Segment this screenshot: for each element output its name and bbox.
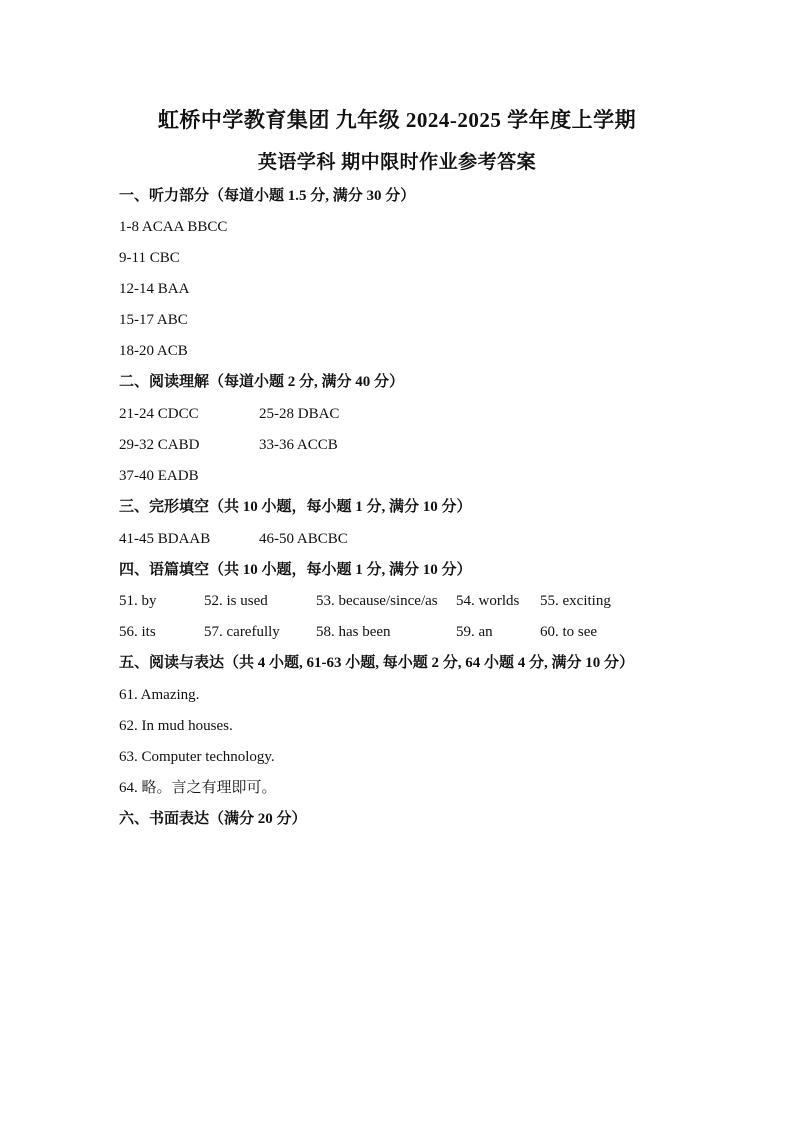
passage-fill-answer: 54. worlds — [456, 593, 520, 609]
read-express-answer-62: 62. In mud houses. — [119, 718, 233, 734]
listening-answer-4: 15-17 ABC — [119, 312, 188, 328]
reading-heading: 二、阅读理解（每道小题 2 分, 满分 40 分） — [119, 374, 405, 390]
listening-answer-5: 18-20 ACB — [119, 343, 188, 359]
read-express-answer-64: 64. 略。言之有理即可。 — [119, 780, 277, 796]
cloze-heading: 三、完形填空（共 10 小题，每小题 1 分, 满分 10 分） — [119, 499, 472, 515]
listening-answer-3: 12-14 BAA — [119, 281, 190, 297]
listening-answer-1: 1-8 ACAA BBCC — [119, 219, 228, 235]
writing-heading: 六、书面表达（满分 20 分） — [119, 811, 307, 827]
passage-fill-answer: 59. an — [456, 624, 493, 640]
passage-fill-answer: 56. its — [119, 624, 156, 640]
listening-heading: 一、听力部分（每道小题 1.5 分, 满分 30 分） — [119, 188, 416, 204]
passage-fill-answer: 52. is used — [204, 593, 268, 609]
reading-answer: 29-32 CABD — [119, 437, 200, 453]
cloze-answer: 46-50 ABCBC — [259, 531, 348, 547]
passage-fill-answer: 51. by — [119, 593, 157, 609]
passage-fill-answer: 60. to see — [540, 624, 598, 640]
reading-answer: 33-36 ACCB — [259, 437, 338, 453]
reading-answer: 25-28 DBAC — [259, 406, 340, 422]
reading-answer: 37-40 EADB — [119, 468, 199, 484]
page-title: 虹桥中学教育集团 九年级 2024-2025 学年度上学期 — [157, 108, 637, 132]
passage-fill-answer: 57. carefully — [204, 624, 280, 640]
cloze-answer: 41-45 BDAAB — [119, 531, 211, 547]
passage-fill-answer: 58. has been — [316, 624, 391, 640]
read-express-heading: 五、阅读与表达（共 4 小题, 61-63 小题, 每小题 2 分, 64 小题 4 分, 满分 10 分） — [119, 655, 634, 671]
passage-fill-answer: 55. exciting — [540, 593, 611, 609]
passage-fill-answer: 53. because/since/as — [316, 593, 438, 609]
page-subtitle: 英语学科 期中限时作业参考答案 — [257, 152, 537, 173]
read-express-answer-61: 61. Amazing. — [119, 687, 200, 703]
listening-answer-2: 9-11 CBC — [119, 250, 180, 266]
passage-fill-heading: 四、语篇填空（共 10 小题，每小题 1 分, 满分 10 分） — [119, 562, 472, 578]
read-express-answer-63: 63. Computer technology. — [119, 749, 275, 765]
reading-answer: 21-24 CDCC — [119, 406, 199, 422]
